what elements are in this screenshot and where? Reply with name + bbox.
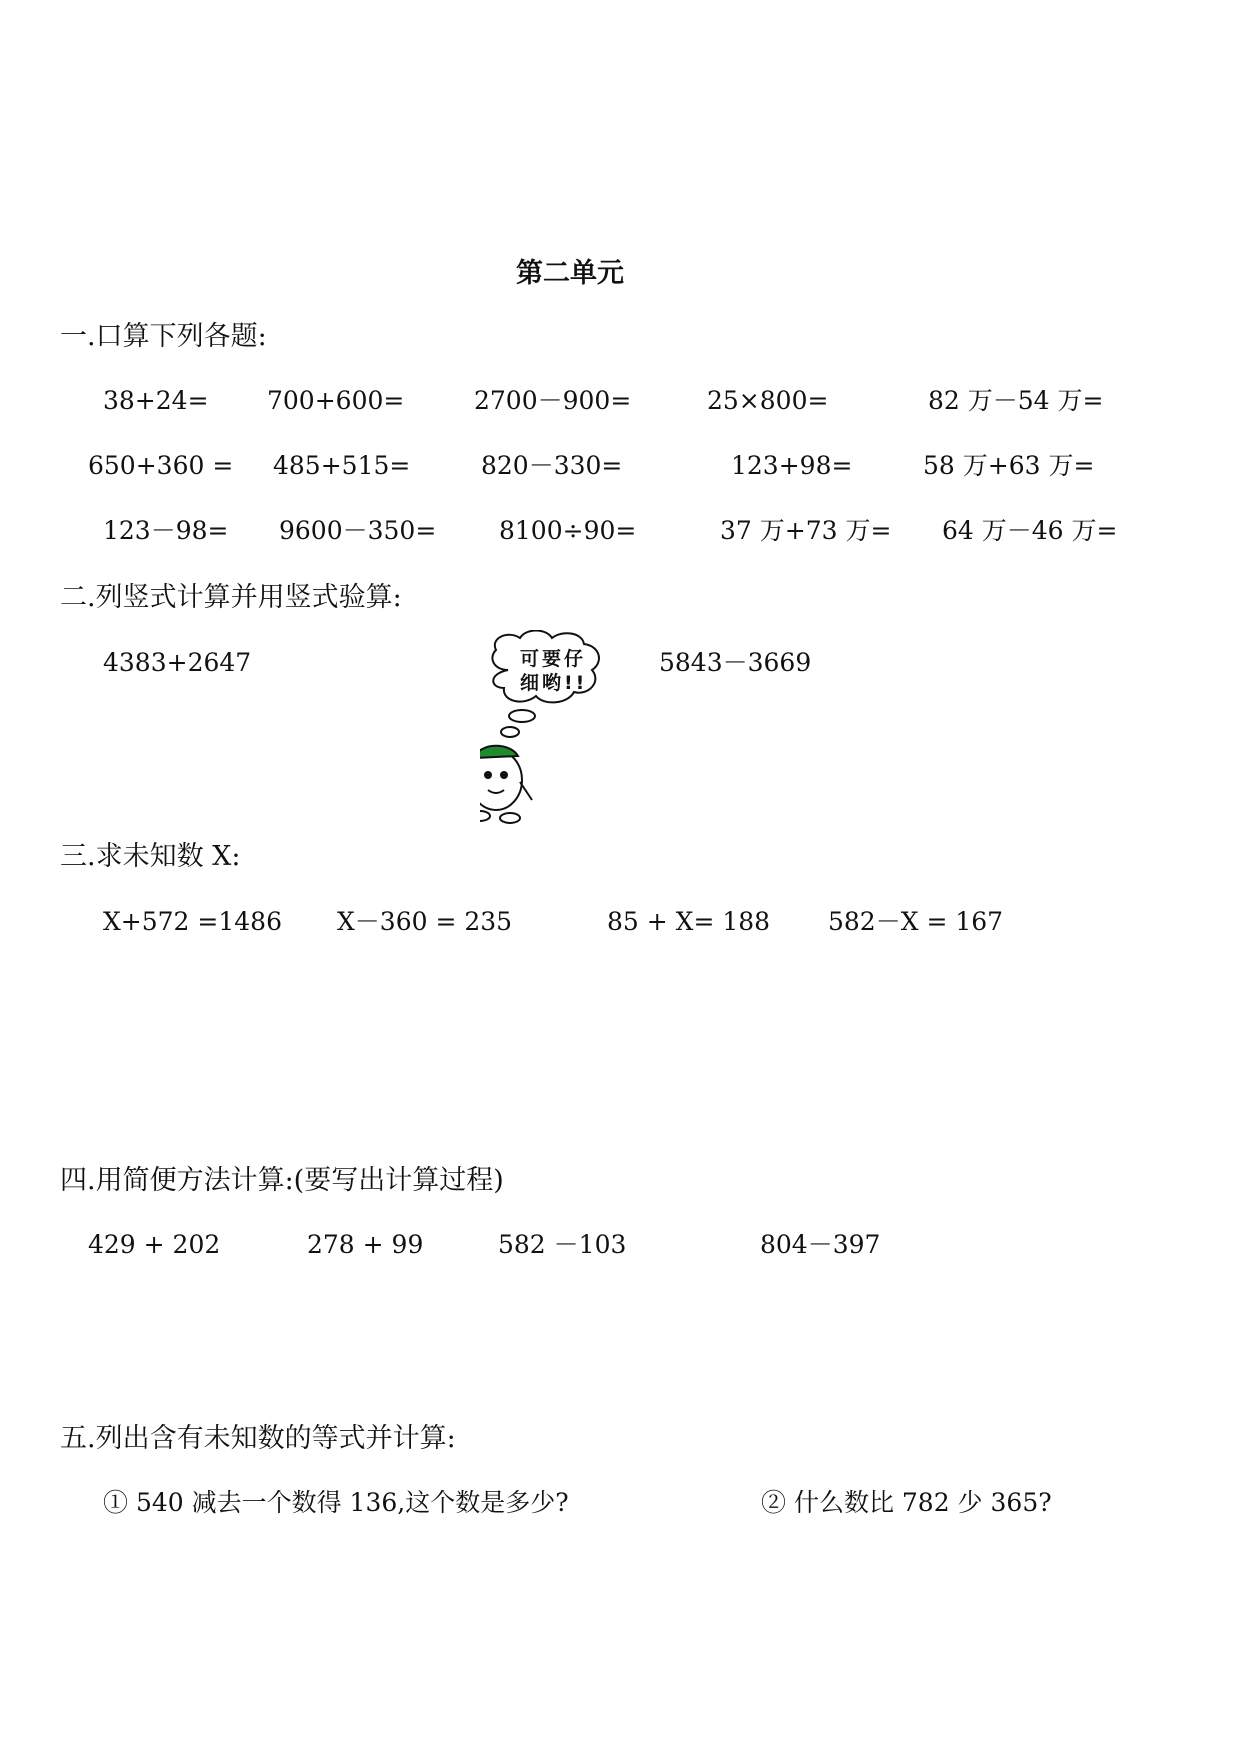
equation-item: X+572 =1486 xyxy=(103,907,282,936)
oral-item: 82 万－54 万= xyxy=(928,386,1104,415)
section-1-heading: 一.口算下列各题: xyxy=(60,321,267,352)
oral-item: 58 万+63 万= xyxy=(923,451,1095,480)
oral-item: 123+98= xyxy=(731,451,853,480)
oral-item: 38+24= xyxy=(103,386,209,415)
bubble-line-2: 细哟!! xyxy=(520,672,588,694)
vertical-calc-item: 4383+2647 xyxy=(103,648,252,677)
oral-item: 2700－900= xyxy=(474,386,632,415)
oral-item: 37 万+73 万= xyxy=(720,516,892,545)
oral-item: 25×800= xyxy=(707,386,829,415)
equation-item: X－360 = 235 xyxy=(337,907,513,936)
word-problem-item: ① 540 减去一个数得 136,这个数是多少? xyxy=(103,1488,569,1517)
mascot-character-icon xyxy=(480,746,532,823)
oral-item: 820－330= xyxy=(481,451,623,480)
oral-item: 700+600= xyxy=(267,386,405,415)
vertical-calc-item: 5843－3669 xyxy=(659,648,812,677)
oral-item: 9600－350= xyxy=(279,516,437,545)
equation-item: 582－X = 167 xyxy=(828,907,1004,936)
section-5-heading: 五.列出含有未知数的等式并计算: xyxy=(60,1423,456,1454)
oral-item: 123－98= xyxy=(103,516,229,545)
equation-item: 85 + X= 188 xyxy=(607,907,771,936)
simplify-item: 582 －103 xyxy=(498,1230,627,1259)
simplify-item: 429 + 202 xyxy=(88,1230,221,1259)
oral-item: 8100÷90= xyxy=(499,516,637,545)
simplify-item: 804－397 xyxy=(760,1230,881,1259)
word-problem-item: ② 什么数比 782 少 365? xyxy=(761,1488,1052,1517)
section-2-heading: 二.列竖式计算并用竖式验算: xyxy=(60,582,402,613)
bubble-line-1: 可要仔 xyxy=(520,648,587,670)
section-3-heading: 三.求未知数 X: xyxy=(60,841,241,872)
page-title: 第二单元 xyxy=(516,258,624,289)
section-4-heading: 四.用简便方法计算:(要写出计算过程) xyxy=(60,1165,504,1196)
simplify-item: 278 + 99 xyxy=(307,1230,424,1259)
oral-item: 650+360 = xyxy=(88,451,234,480)
oral-item: 64 万－46 万= xyxy=(942,516,1118,545)
oral-item: 485+515= xyxy=(273,451,411,480)
